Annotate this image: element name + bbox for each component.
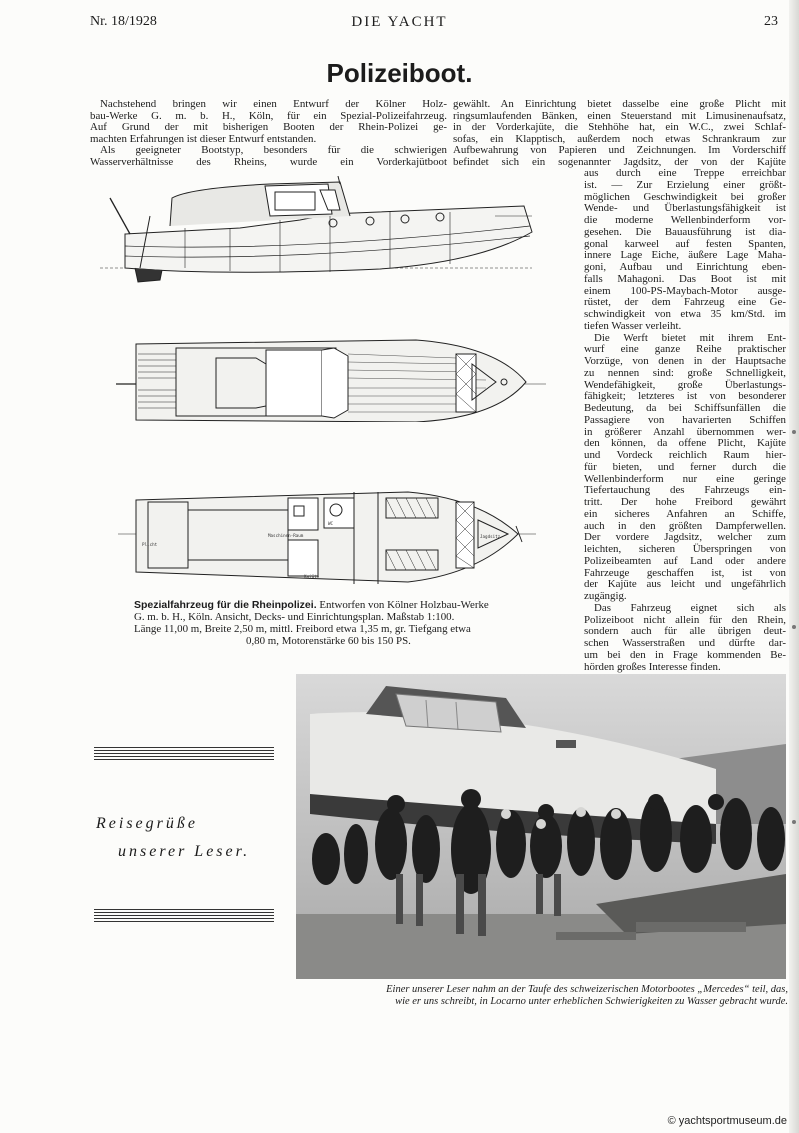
text-line: Die Werft bietet mit ihrem Ent- [594,331,786,344]
text-line: und Vordeck reichlich Raum hier- [584,449,786,461]
text-line: schen Wasserstraßen und dürfte dar- [584,637,786,649]
text-line: für bieten, und ferner durch die [584,460,786,473]
caption-line: G. m. b. H., Köln. Ansicht, Decks- und Einrichtungsplan. Maßstab 1:100. [134,611,455,623]
text-line: zu nennen sind: große Schnelligkeit, [584,366,786,379]
caption-bold: Spezialfahrzeug für die Rheinpolizei. [134,599,317,611]
text-line: die moderne Wellenbinderform vor- [584,214,786,226]
text-line: Fahrzeuge geschaffen ist, ist von [584,566,786,579]
plan-label-bow: Jagdsitz [480,534,501,539]
text-line: tritt. Der hohe Freibord gewährt [584,496,786,508]
text-line: gonal karweel auf festen Spanten, [584,237,786,250]
text-line: Auf Grund der mit bisherigen Booten der Rhein-Polizei ge- [90,121,447,133]
text-line: falls Mahagoni. Das Boot ist mit [584,272,786,285]
plan-label-engine: Maschinen-Raum [268,533,304,538]
side-elevation-drawing [100,176,545,284]
text-line: Der vordere Jagdsitz, welcher zum [584,531,786,544]
text-line: Tiefertauchung des Fahrzeugs ein- [584,484,786,497]
text-line: gewählt. An Einrichtung bietet dasselbe eine große Plicht mit [453,98,786,110]
page-number: 23 [764,14,778,29]
text-line: Als geeigneter Bootstyp, besonders für die schwierigen [100,144,447,156]
figure-caption [134,599,489,647]
launch-photo [296,674,786,979]
text-line: der Kajüte aus leicht und ungefährlich [584,578,786,591]
left-column-text [90,99,447,168]
text-line: Wasserverhältnisse des Rheins, wurde ein Vorderkajütboot [90,155,447,168]
greeting-line-1: Reisegrüße [96,815,198,832]
text-line: machten Erfahrungen ist dieser Entwurf entstanden. [90,132,317,145]
plan-label-cabin: Kajüte [304,574,320,579]
photo-caption-line: Einer unserer Leser nahm an der Taufe des schweizerischen Motorbootes „Mercedes“ teil, das, [386,984,788,995]
text-line: Nachstehend bringen wir einen Entwurf der Kölner Holz- [100,98,447,110]
greeting-line-2: unserer Leser. [118,843,251,860]
text-line: rüstet, der dem Fahrzeug eine Ge- [584,296,786,309]
text-line: Polizeiboot nicht allein für den Rhein, [584,613,786,626]
text-line: Wende- und Überlastungsfähigkeit ist [584,202,786,215]
text-line: den können, da offene Plicht, Kajüte [584,437,786,450]
magazine-name: DIE YACHT [351,14,448,30]
text-line: gesehen. Die Bauausführung ist dia- [584,225,786,238]
text-line: ist. — Zur Erzielung einer größt- [584,178,786,191]
text-line: in größerer Anzahl übernommen wer- [584,425,786,438]
text-line: Wendefähigkeit, große Überlastungs- [584,378,786,391]
text-line: möglichen Geschwindigkeit bei großer [584,190,786,203]
text-line: Polizeibeamten auf Land oder andere [584,554,786,567]
text-line: innere Lage Eiche, äußere Lage Maha- [584,249,786,262]
text-line: Das Fahrzeug eignet sich als [594,601,786,614]
text-line: sofas, ein Klapptisch, außerdem noch etwas Schrankraum zur [453,132,786,145]
photo-caption [296,984,788,1008]
caption-line: 0,80 m, Motorenstärke 60 bis 150 PS. [246,635,411,647]
text-line: auch in den größten Dampferwellen. [584,519,786,532]
right-column-top-text [453,99,786,168]
photo-caption-line: wie er uns schreibt, in Locarno unter erheblichen Schwierigkeiten zu Wasser gebracht wurde. [395,996,788,1007]
right-column-narrow-text [584,168,786,673]
plan-label-wc: WC [328,521,334,526]
text-line: bau-Werke G. m. b. H., Köln, für ein Spezial-Polizeifahrzeug. [90,109,447,122]
issue-number: Nr. 18/1928 [90,14,157,29]
article-title: Polizeiboot. [326,58,473,88]
text-line: Aufbewahrung von Papieren und Zeichnungen. Im Vorderschiff [453,144,786,156]
accommodation-plan-drawing [118,488,536,588]
text-line: Bedeutung, da bei Schiffsunfällen die [584,402,786,414]
text-line: um bei den in Frage kommenden Be- [584,648,786,661]
text-line: leichten, sicheren Überspringen von [584,543,786,555]
binding-hole [792,625,796,629]
text-line: fähigkeit; letzteres ist von besonderer [584,390,786,403]
text-line: wurf eine ganze Reihe praktischer [584,343,786,356]
caption-line: Entworfen von Kölner Holzbau-Werke [319,599,489,611]
decorative-rule-bottom [94,909,274,923]
watermark: © yachtsportmuseum.de [667,1115,787,1127]
caption-line: Länge 11,00 m, Breite 2,50 m, mittl. Freibord etwa 1,35 m, gr. Tiefgang etwa [134,623,471,635]
text-line: hörden großes Interesse finden. [584,660,721,673]
text-line: aus durch eine Treppe erreichbar [584,167,786,179]
text-line: goni, Aufbau und Einrichtung eben- [584,261,786,273]
text-line: Passagiere von havarierten Schiffen [584,413,786,426]
text-line: schwindigkeit von etwa 35 km/Std. im [584,308,786,320]
text-line: einem 100-PS-Maybach-Motor ausge- [584,284,786,297]
binding-hole [792,430,796,434]
text-line: sondern auch für alle übrigen deut- [584,625,786,638]
text-line: Wellenbinderform nur eine geringe [584,472,786,485]
text-line: befindet sich ein sogenannter Jagdsitz, der von der Kajüte [453,155,786,168]
text-line: tiefen Wasser verleiht. [584,319,682,332]
text-line: ringsumlaufenden Bänken, einen Steuerstand mit Limusinenaufsatz, [453,109,786,122]
decorative-rule-top [94,747,274,761]
text-line: ein sicheres Anfahren an Schiffe, [584,507,786,520]
plan-label-aft: Plicht [142,542,158,547]
binding-hole [792,820,796,824]
text-line: zugängig. [584,590,627,602]
deck-plan-drawing [116,336,546,422]
page-edge-shadow [789,0,799,1133]
text-line: Vorzüge, von denen in der Hauptsache [584,355,786,367]
text-line: in der Vorderkajüte, die Stehhöhe hat, ein W.C., zwei Schlaf- [453,121,786,133]
